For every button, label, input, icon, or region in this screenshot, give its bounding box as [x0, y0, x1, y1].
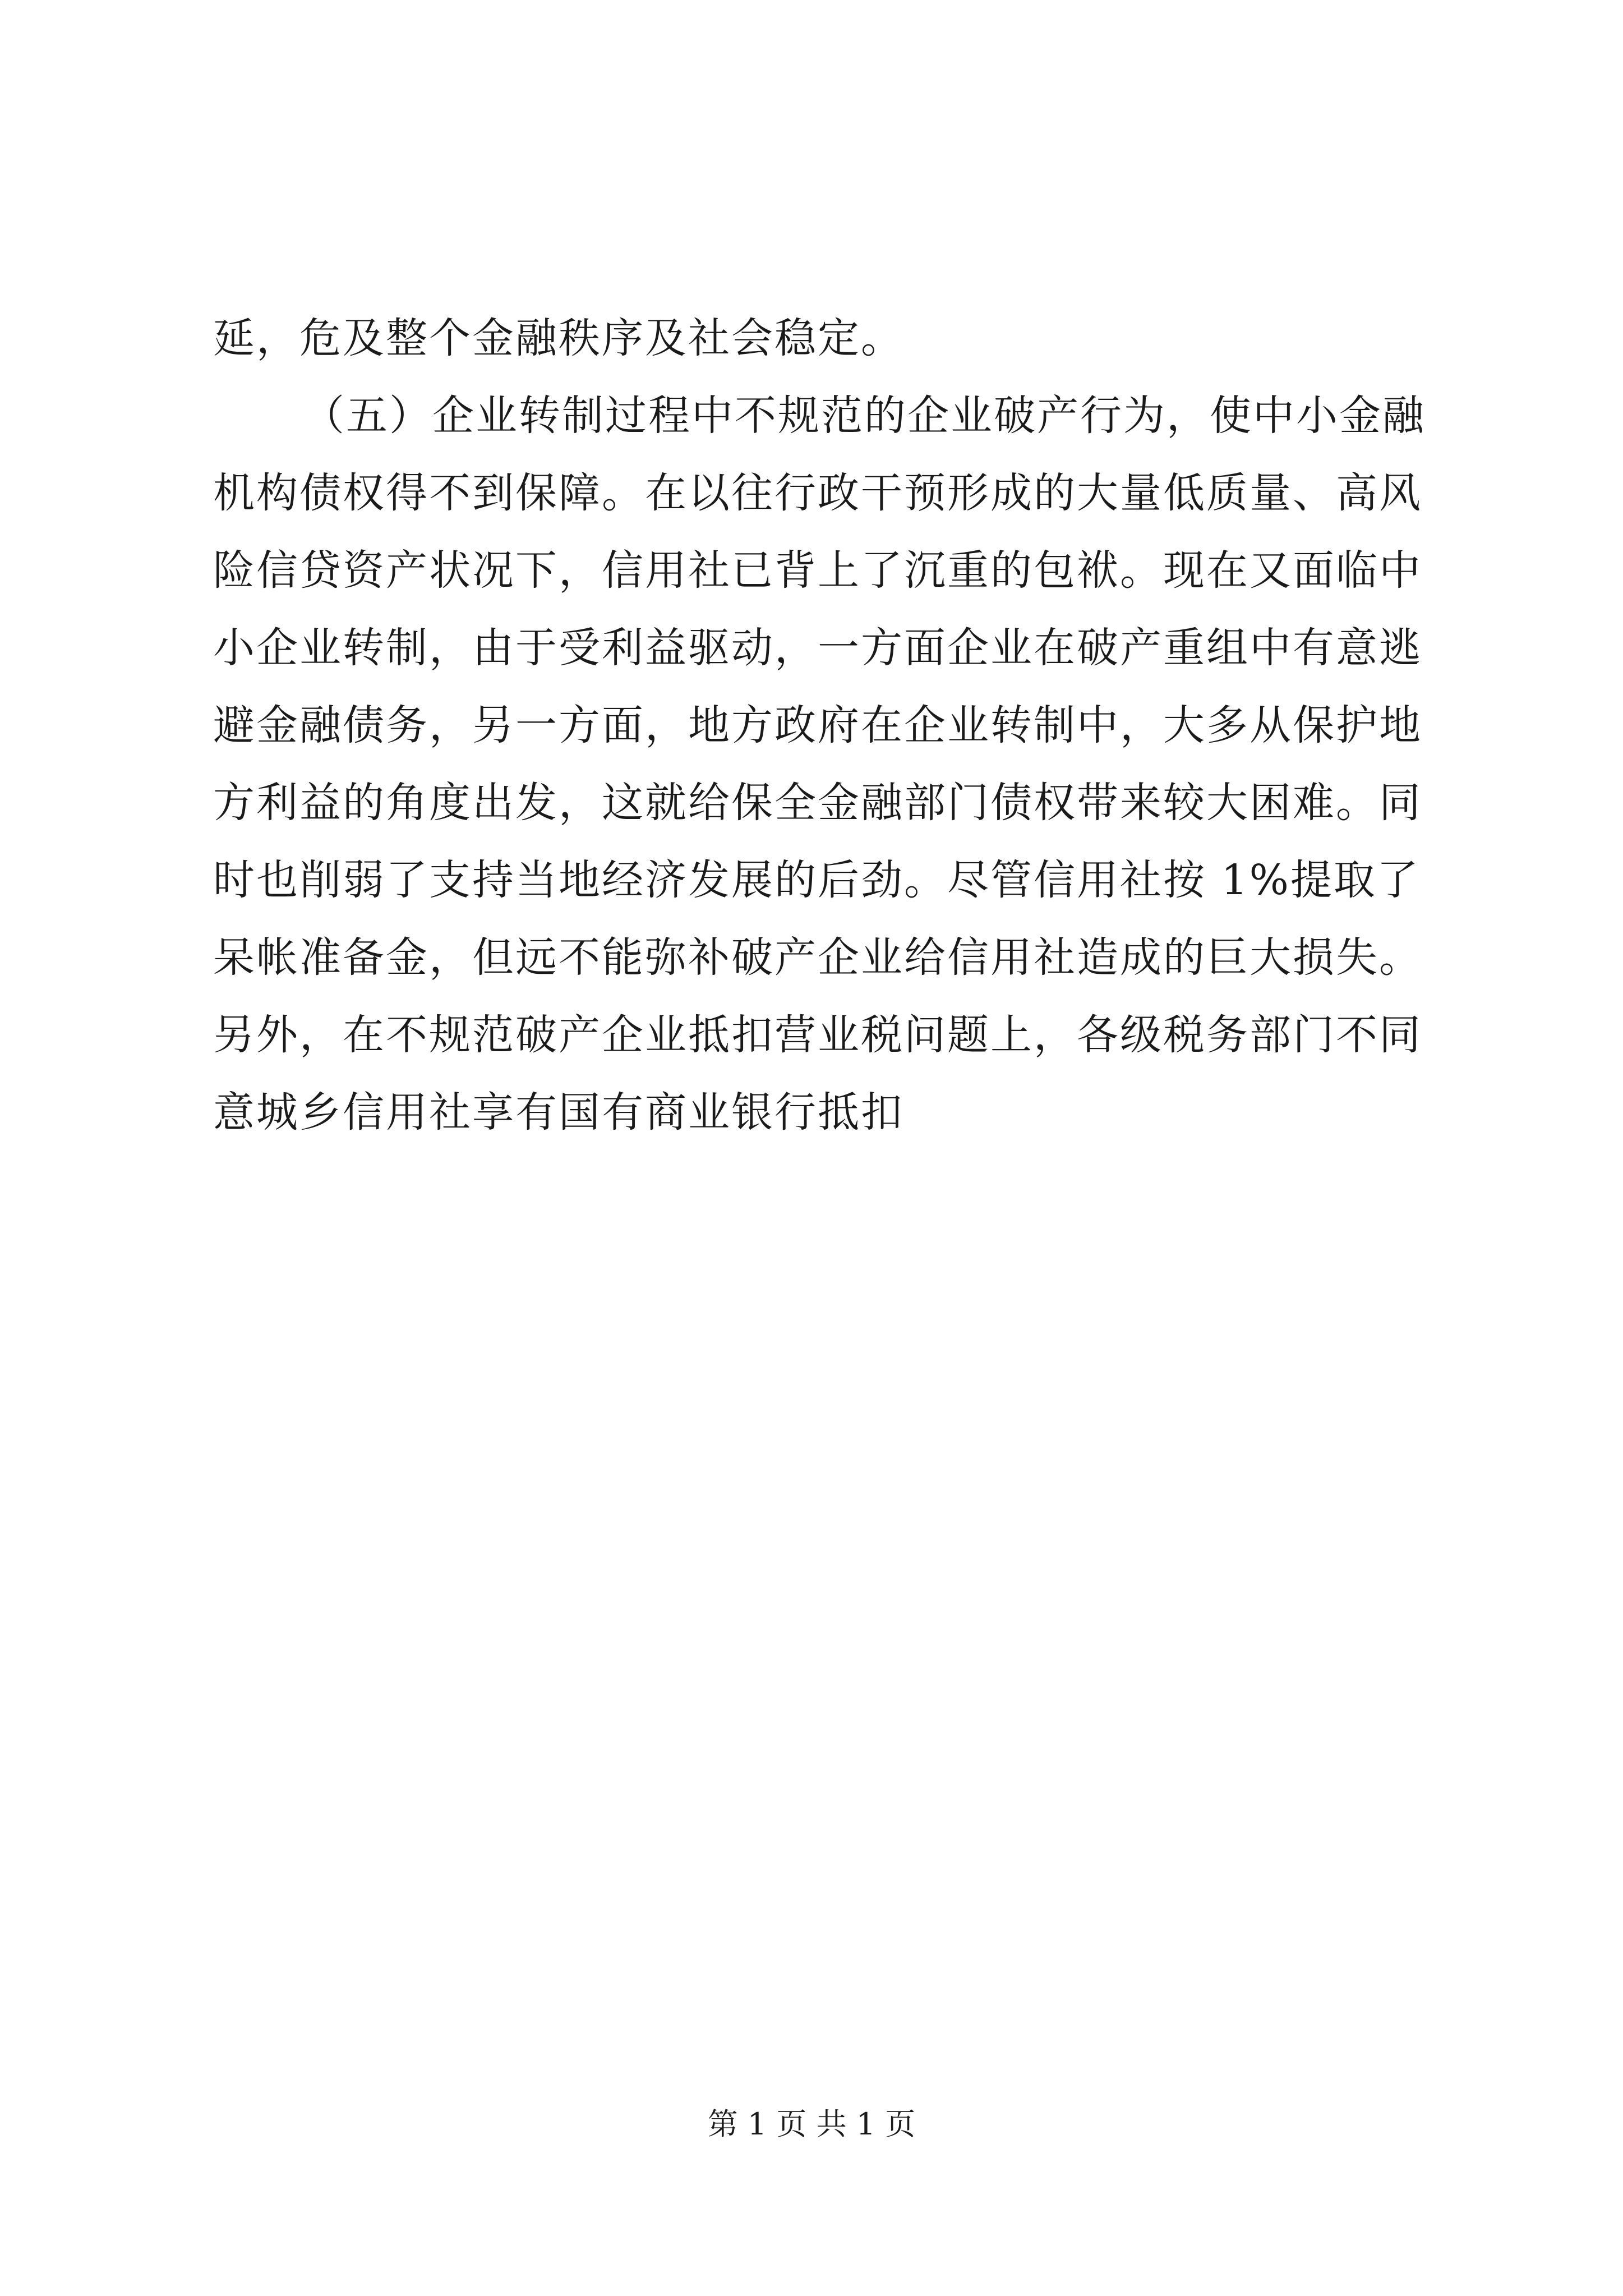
text-line: （五）企业转制过程中不规范的企业破产行为，使中小金融: [303, 392, 1426, 440]
text-line: 延，危及整个金融秩序及社会稳定。: [213, 314, 904, 362]
text-line: 意城乡信用社享有国有商业银行抵扣: [213, 1088, 904, 1137]
text-line: 险信贷资产状况下，信用社已背上了沉重的包袱。现在又面临中: [213, 546, 1422, 595]
text-line: 另外，在不规范破产企业抵扣营业税问题上，各级税务部门不同: [213, 1011, 1422, 1059]
text-line: 时也削弱了支持当地经济发展的后劲。尽管信用社按 1%提取了: [213, 856, 1420, 904]
text-line: 机构债权得不到保障。在以往行政干预形成的大量低质量、高风: [213, 469, 1422, 517]
page-number-footer: 第 1 页 共 1 页: [707, 2106, 916, 2142]
text-line: 避金融债务，另一方面，地方政府在企业转制中，大多从保护地: [213, 701, 1422, 749]
text-line: 小企业转制，由于受利益驱动，一方面企业在破产重组中有意逃: [213, 624, 1422, 672]
text-line: 呆帐准备金，但远不能弥补破产企业给信用社造成的巨大损失。: [213, 933, 1422, 982]
text-line: 方利益的角度出发，这就给保全金融部门债权带来较大困难。同: [213, 779, 1422, 827]
